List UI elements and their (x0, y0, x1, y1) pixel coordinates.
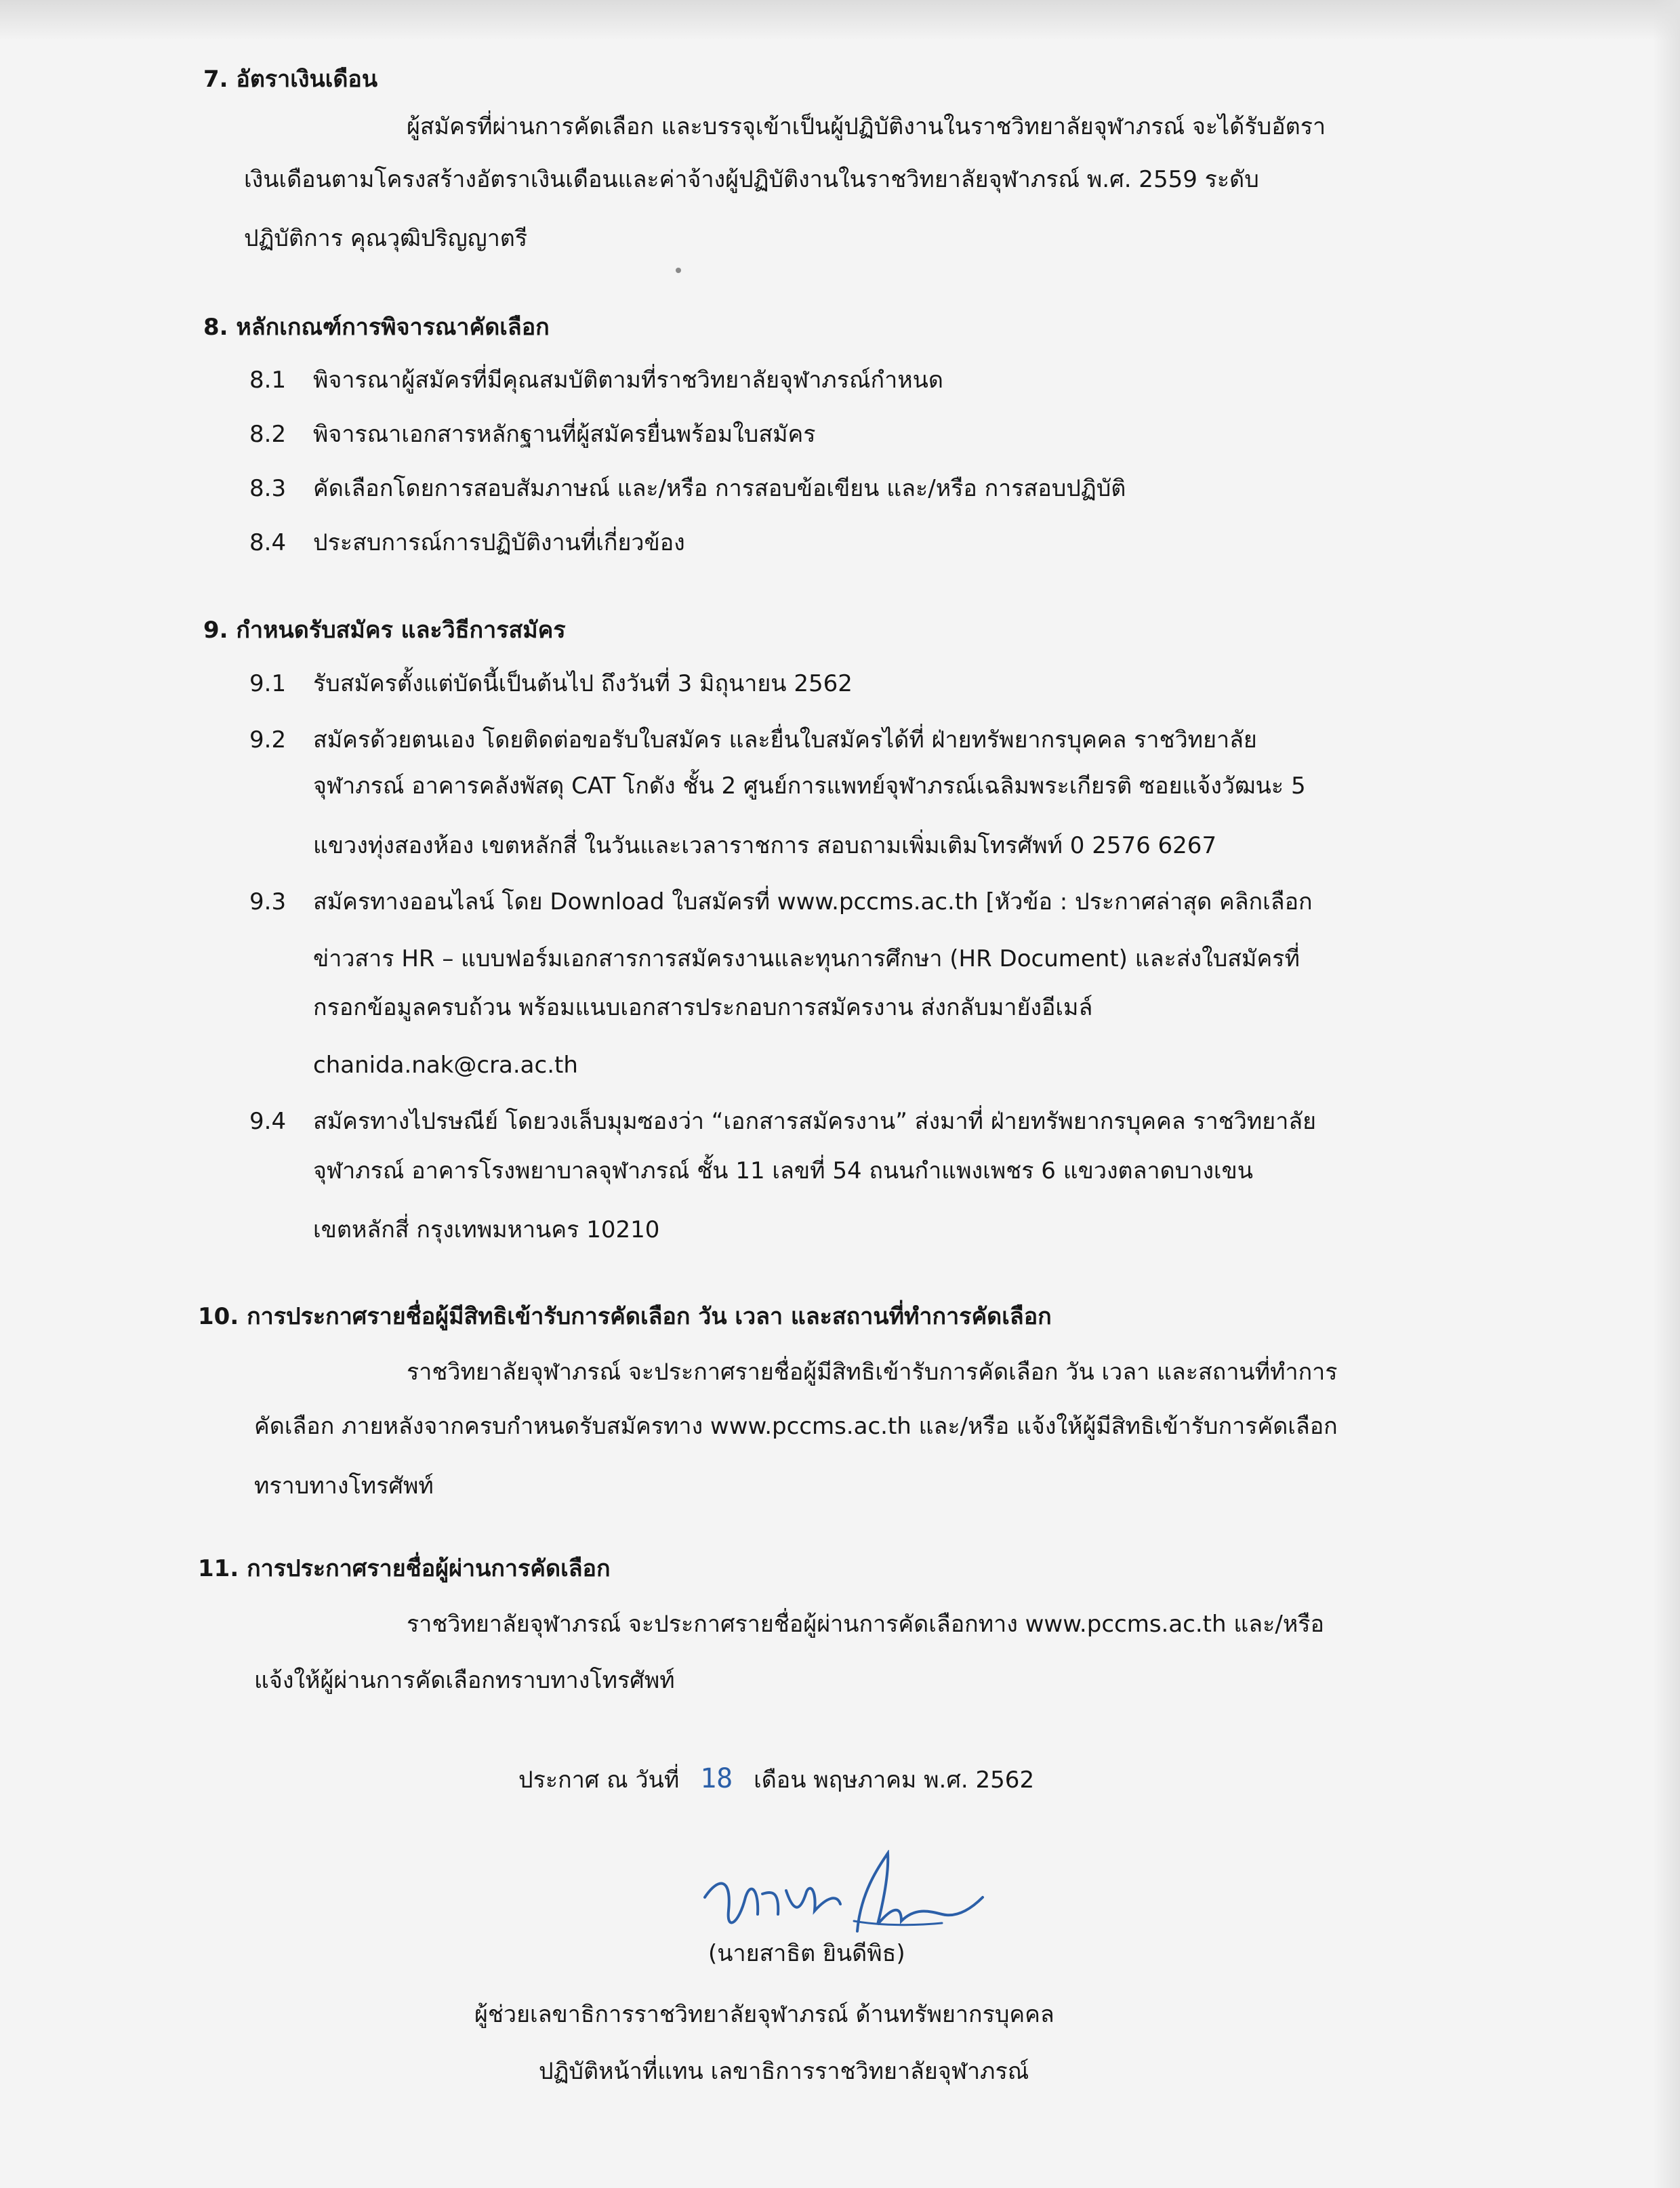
item-9-3-line-3: กรอกข้อมูลครบถ้วน พร้อมแนบเอกสารประกอบการสมัครงาน ส่งกลับมายังอีเมล์ (313, 994, 1093, 1021)
section-10-line-1: ราชวิทยาลัยจุฬาภรณ์ จะประกาศรายชื่อผู้มีสิทธิเข้ารับการคัดเลือก วัน เวลา และสถานที่ทำการ (407, 1359, 1338, 1386)
item-8-1-text: พิจารณาผู้สมัครที่มีคุณสมบัติตามที่ราชวิทยาลัยจุฬาภรณ์กำหนด (313, 367, 943, 394)
item-9-3-email: chanida.nak@cra.ac.th (313, 1052, 578, 1079)
signatory-name: (นายสาธิต ยินดีพิธ) (708, 1940, 905, 1967)
item-8-2-text: พิจารณาเอกสารหลักฐานที่ผู้สมัครยื่นพร้อมใบสมัคร (313, 421, 816, 448)
announce-day-handwritten: 18 (700, 1763, 733, 1794)
scan-shadow-top (0, 0, 1680, 41)
item-9-1-number: 9.1 (249, 670, 287, 697)
section-7-line-2: เงินเดือนตามโครงสร้างอัตราเงินเดือนและค่าจ้างผู้ปฏิบัติงานในราชวิทยาลัยจุฬาภรณ์ พ.ศ. 2559 ระดับ (244, 166, 1259, 193)
section-10-line-3: ทราบทางโทรศัพท์ (254, 1472, 434, 1500)
item-8-4-number: 8.4 (249, 529, 287, 556)
section-11-heading: 11. การประกาศรายชื่อผู้ผ่านการคัดเลือก (198, 1555, 611, 1582)
section-7-heading: 7. อัตราเงินเดือน (203, 66, 378, 93)
item-9-3-line-1: สมัครทางออนไลน์ โดย Download ใบสมัครที่ www.pccms.ac.th [หัวข้อ : ประกาศล่าสุด คลิกเลือก (313, 888, 1313, 915)
item-9-3-number: 9.3 (249, 888, 287, 915)
signatory-title-2: ปฏิบัติหน้าที่แทน เลขาธิการราชวิทยาลัยจุฬาภรณ์ (539, 2058, 1029, 2085)
item-9-4-line-3: เขตหลักสี่ กรุงเทพมหานคร 10210 (313, 1216, 660, 1243)
item-9-4-line-2: จุฬาภรณ์ อาคารโรงพยาบาลจุฬาภรณ์ ชั้น 11 เลขที่ 54 ถนนกำแพงเพชร 6 แขวงตลาดบางเขน (313, 1157, 1254, 1184)
section-9-heading: 9. กำหนดรับสมัคร และวิธีการสมัคร (203, 617, 566, 644)
item-8-1-number: 8.1 (249, 367, 287, 394)
signatory-title-1: ผู้ช่วยเลขาธิการราชวิทยาลัยจุฬาภรณ์ ด้านทรัพยากรบุคคล (474, 2001, 1054, 2028)
section-10-line-2: คัดเลือก ภายหลังจากครบกำหนดรับสมัครทาง www.pccms.ac.th และ/หรือ แจ้งให้ผู้มีสิทธิเข้ารับการคัดเลือก (254, 1413, 1338, 1440)
section-10-heading: 10. การประกาศรายชื่อผู้มีสิทธิเข้ารับการคัดเลือก วัน เวลา และสถานที่ทำการคัดเลือก (198, 1303, 1052, 1330)
section-11-line-1: ราชวิทยาลัยจุฬาภรณ์ จะประกาศรายชื่อผู้ผ่านการคัดเลือกทาง www.pccms.ac.th และ/หรือ (407, 1611, 1324, 1638)
item-9-2-line-3: แขวงทุ่งสองห้อง เขตหลักสี่ ในวันและเวลาราชการ สอบถามเพิ่มเติมโทรศัพท์ 0 2576 6267 (313, 832, 1217, 859)
announce-prefix: ประกาศ ณ วันที่ (518, 1767, 680, 1794)
item-9-2-line-1: สมัครด้วยตนเอง โดยติดต่อขอรับใบสมัคร และยื่นใบสมัครได้ที่ ฝ่ายทรัพยากรบุคคล ราชวิทยาลัย (313, 726, 1257, 754)
item-9-4-line-1: สมัครทางไปรษณีย์ โดยวงเล็บมุมซองว่า “เอกสารสมัครงาน” ส่งมาที่ ฝ่ายทรัพยากรบุคคล ราชวิทยาลัย (313, 1108, 1317, 1135)
item-9-2-line-2: จุฬาภรณ์ อาคารคลังพัสดุ CAT โกดัง ชั้น 2 ศูนย์การแพทย์จุฬาภรณ์เฉลิมพระเกียรติ ซอยแจ้งวัฒนะ 5 (313, 772, 1306, 800)
item-8-3-number: 8.3 (249, 475, 287, 502)
item-9-2-number: 9.2 (249, 726, 287, 754)
item-9-1-text: รับสมัครตั้งแต่บัดนี้เป็นต้นไป ถึงวันที่ 3 มิถุนายน 2562 (313, 670, 853, 697)
section-7-line-3: ปฏิบัติการ คุณวุฒิปริญญาตรี (244, 225, 528, 252)
item-9-4-number: 9.4 (249, 1108, 287, 1135)
item-9-3-line-2: ข่าวสาร HR – แบบฟอร์มเอกสารการสมัครงานและทุนการศึกษา (HR Document) และส่งใบสมัครที่ (313, 945, 1300, 972)
item-8-2-number: 8.2 (249, 421, 287, 448)
announce-suffix: เดือน พฤษภาคม พ.ศ. 2562 (754, 1767, 1035, 1794)
section-11-line-2: แจ้งให้ผู้ผ่านการคัดเลือกทราบทางโทรศัพท์ (254, 1667, 675, 1694)
announce-date-line (518, 1762, 1034, 1797)
section-8-heading: 8. หลักเกณฑ์การพิจารณาคัดเลือก (203, 314, 550, 341)
scan-shadow-right (1653, 0, 1680, 2188)
scan-speck (676, 268, 681, 273)
section-7-line-1: ผู้สมัครที่ผ่านการคัดเลือก และบรรจุเข้าเป็นผู้ปฏิบัติงานในราชวิทยาลัยจุฬาภรณ์ จะได้รับอัตรา (407, 113, 1326, 140)
item-8-4-text: ประสบการณ์การปฏิบัติงานที่เกี่ยวข้อง (313, 529, 685, 556)
item-8-3-text: คัดเลือกโดยการสอบสัมภาษณ์ และ/หรือ การสอบข้อเขียน และ/หรือ การสอบปฏิบัติ (313, 475, 1126, 502)
